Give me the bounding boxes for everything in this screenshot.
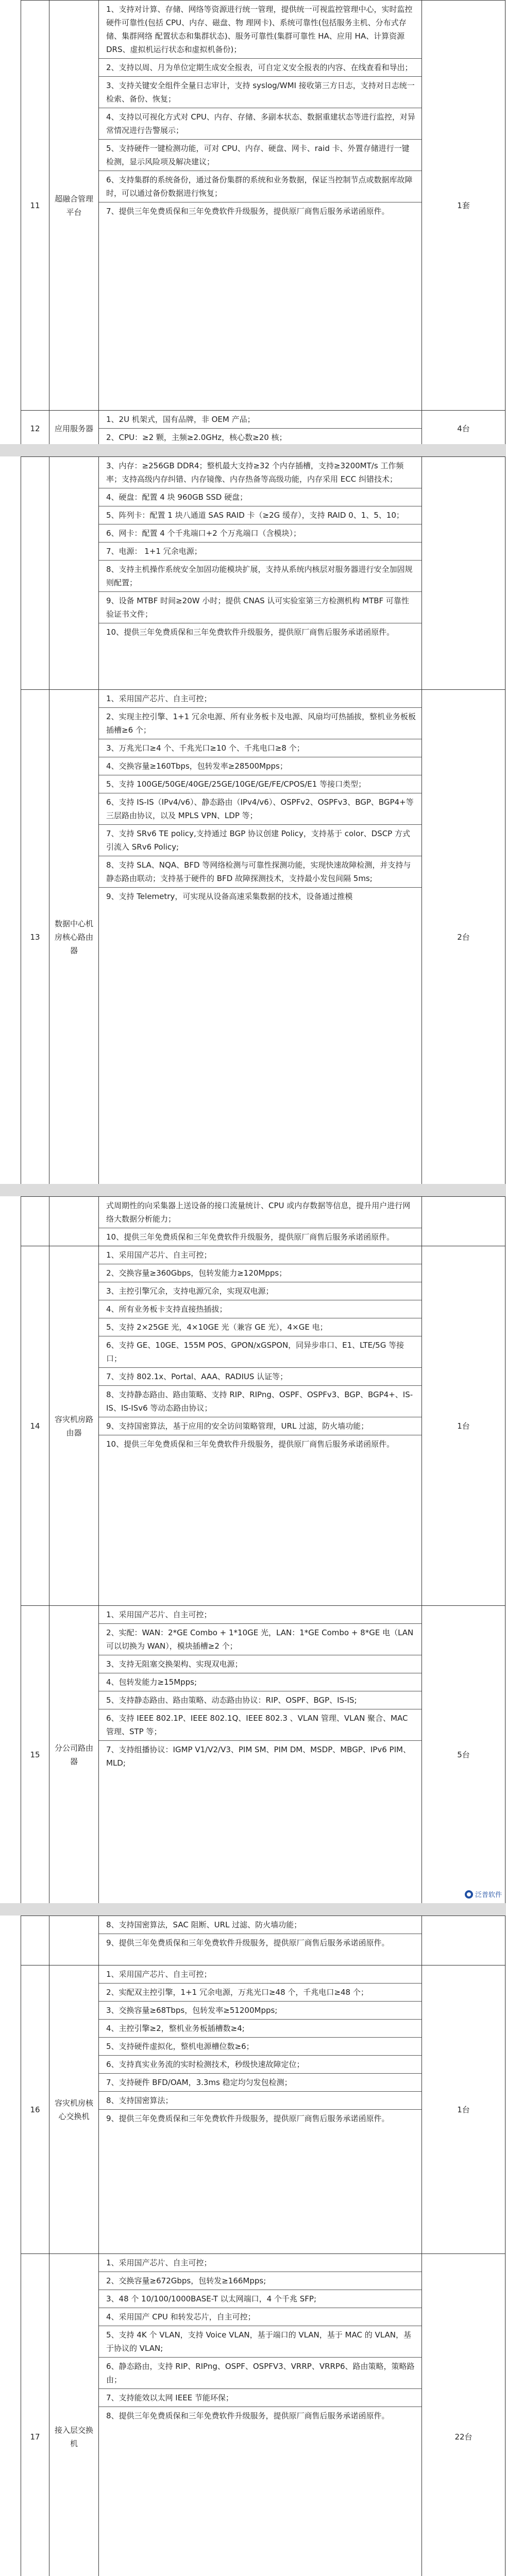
spec-item: 3、支持无阻塞交换架构、实现双电源； [99,1655,421,1673]
spec-item: 5、支持 100GE/50GE/40GE/25GE/10GE/GE/FE/CPOS/E1 等接口类型； [99,775,421,793]
product-name: 分公司路由器 [54,1743,93,1766]
page-2 [0,456,506,1183]
spec-item: 8、支持国密算法； [99,2091,421,2109]
spec-item: 6、支持真实业务流的实时检测技术，秒级快速故障定位； [99,2055,421,2073]
spec-item: 3、内存：≥256GB DDR4；整机最大支持≥32 个内存插槽，支持≥3200MT/s 工作频率；支持高级内存纠错、内存镜像、内存热备等高级功能，内存采用 ECC 纠错技术； [106,461,404,484]
spec-item: 4、所有业务板卡支持直接热插拔； [99,1300,421,1318]
spec-details [99,1916,422,1965]
spec-item: 3、主控引擎冗余，支持电源冗余，实现双电源； [99,1282,421,1300]
spec-table-2 [21,456,505,1184]
spec-item: 7、支持 SRv6 TE policy,支持通过 BGP 协议创建 Policy，支持基于 color、DSCP 方式引流入 SRv6 Policy; [99,824,421,856]
product-name: 容灾机房路由器 [54,1414,93,1437]
spec-item: 8、支持静态路由、路由策略、支持 RIP、RIPng、OSPF、OSPFv3、BGP、BGP4+、IS-IS、IS-ISv6 等动态路由协议； [99,1385,421,1417]
row-number: 15 [21,1606,49,1904]
spec-item: 6、支持 IEEE 802.1P、IEEE 802.1Q、IEEE 802.3 、VLAN 管理、VLAN 聚合、MAC 管理、STP 等； [99,1709,421,1740]
spec-details [99,1965,422,2254]
spec-item: 4、硬盘：配置 4 块 960GB SSD 硬盘； [99,488,421,506]
quantity: 2台 [422,690,505,1184]
spec-item: 7、支持 802.1x、Portal、AAA、RADIUS 认证等； [99,1367,421,1385]
spec-item: 7、支持组播协议：IGMP V1/V2/V3、PIM SM、PIM DM、MSDP、MBGP、IPv6 PIM、MLD; [99,1740,421,1772]
page-3 [0,1196,506,1902]
spec-details [99,1197,422,1246]
spec-item: 2、实配：WAN：2*GE Combo + 1*10GE 光，LAN：1*GE Combo + 8*GE 电（LAN 可以切换为 WAN），模块插槽≥2 个； [99,1623,421,1655]
row-number: 14 [21,1246,49,1606]
row-number: 12 [21,411,49,447]
spec-table-1 [21,0,505,447]
product-name: 接入层交换机 [54,2425,93,2448]
spec-item: 7、支持硬件 BFD/OAM，3.3ms 稳定均匀发包检测； [99,2073,421,2091]
watermark-logo: 泛普软件 [465,1889,502,1899]
spec-details [99,2254,422,2576]
spec-item: 1、采用国产芯片、自主可控； [106,2258,212,2267]
spec-item: 1、采用国产芯片、自主可控； [106,1250,212,1260]
table-row [21,2254,505,2576]
spec-item: 2、实配双主控引擎，1+1 冗余电源，万兆光口≥48 个，千兆电口≥48 个； [99,1983,421,2001]
spec-item: 4、支持以可视化方式对 CPU、内存、存储、多副本状态、数据重建状态等进行监控，对异常情况进行告警展示； [99,108,421,139]
spec-item: 10、提供三年免费质保和三年免费软件升级服务，提供原厂商售后服务承诺函原件。 [99,1435,421,1453]
spec-item: 式周期性的向采集器上送设备的接口流量统计、CPU 或内存数据等信息，提升用户进行网络大数据分析能力； [106,1201,411,1224]
spec-item: 2、CPU：≥2 颗，主频≥2.0GHz，核心数≥20 核； [99,428,421,446]
spec-item: 1、支持对计算、存储、网络等资源进行统一管理，提供统一可视监控管理中心，实时监控硬件可靠性(包括 CPU、内存、磁盘、物 理网卡)、系统可靠性(包括服务主机、分布式存储、集群网络 配置状态和集群状态)、服务可靠性(集群可靠性 HA、应用 HA、计算资源 DRS、虚拟机运行状态和虚拟机备份)； [106,5,413,54]
spec-item: 3、支持关键安全组件全量日志审计，支持 syslog/WMI 接收第三方日志，支持对日志统一检索、备份、恢复； [99,76,421,108]
spec-item: 5、支持硬件一键检测功能，可对 CPU、内存、硬盘、网卡、raid 卡、外置存储进行一键检测，显示风险项及解决建议； [99,139,421,171]
table-row [21,411,505,447]
spec-item: 5、阵列卡：配置 1 块八通道 SAS RAID 卡（≥2G 缓存），支持 RAID 0、1、5、10； [99,506,421,524]
table-row [21,690,505,1184]
quantity: 1台 [422,1965,505,2254]
spec-item: 5、支持 4K 个 VLAN，支持 Voice VLAN，基于端口的 VLAN，基于 MAC 的 VLAN，基于协议的 VLAN; [99,2326,421,2357]
table-row [21,457,505,690]
spec-item: 4、采用国产 CPU 和转发芯片，自主可控； [99,2308,421,2326]
spec-table-4 [21,1916,505,2576]
spec-item: 3、48 个 10/100/1000BASE-T 以太网端口，4 个千兆 SFP; [99,2290,421,2308]
page-gap [0,1184,506,1196]
table-row [21,1197,505,1246]
spec-details [99,1,422,411]
spec-details [99,1246,422,1606]
table-row [21,1246,505,1606]
spec-item: 6、支持 IS-IS（IPv4/v6）、静态路由（IPv4/v6）、OSPFv2、OSPFv3、BGP、BGP4+等三层路由协议，以及 MPLS VPN、LDP 等； [99,793,421,824]
spec-item: 5、支持硬件虚拟化，整机电源槽位数≥6； [99,2037,421,2055]
row-number: 16 [21,1965,49,2254]
spec-item: 9、提供三年免费质保和三年免费软件升级服务，提供原厂商售后服务承诺函原件。 [99,1934,421,1952]
spec-item: 1、采用国产芯片、自主可控； [106,1610,212,1619]
spec-item: 6、支持集群的系统备份，通过备份集群的系统和业务数据，保证当控制节点或数据库故障时，可以通过备份数据进行恢复； [99,171,421,202]
spec-item: 7、支持能效以太网 IEEE 节能环保； [99,2388,421,2406]
table-row [21,1,505,411]
table-row [21,1916,505,1965]
spec-item: 5、支持静态路由、路由策略、动态路由协议：RIP、OSPF、BGP、IS-IS; [99,1691,421,1709]
spec-table-3 [21,1196,505,1904]
spec-details [99,411,422,447]
spec-item: 3、交换容量≥68Tbps，包转发率≥51200Mpps; [99,2001,421,2019]
quantity: 5台 [422,1606,505,1904]
product-name: 数据中心机房核心路由器 [54,919,93,955]
spec-item: 4、包转发能力≥15Mpps; [99,1673,421,1691]
page-gap [0,444,506,456]
spec-item: 9、支持 Telemetry，可实现从设备高速采集数据的技术，设备通过推模 [99,887,421,905]
spec-item: 8、支持国密算法，SAC 阻断、URL 过滤、防火墙功能； [106,1920,302,1929]
spec-item: 10、提供三年免费质保和三年免费软件升级服务，提供原厂商售后服务承诺函原件。 [99,623,421,641]
spec-item: 8、支持主机操作系统安全加固功能模块扩展，支持从系统内核层对服务器进行安全加固规则配置； [99,560,421,591]
row-number: 17 [21,2254,49,2576]
logo-icon [465,1890,473,1899]
spec-item: 10、提供三年免费质保和三年免费软件升级服务，提供原厂商售后服务承诺函原件。 [99,1228,421,1246]
spec-item: 4、交换容量≥160Tbps，包转发率≥28500Mpps； [99,757,421,775]
quantity: 4台 [422,411,505,447]
spec-item: 9、提供三年免费质保和三年免费软件升级服务，提供原厂商售后服务承诺函原件。 [99,2109,421,2127]
table-row [21,1606,505,1904]
spec-item: 9、支持国密算法，基于应用的安全访问策略管理，URL 过滤，防火墙功能； [99,1417,421,1435]
row-number: 11 [21,1,49,411]
spec-item: 6、网卡：配置 4 个千兆端口+2 个万兆端口（含模块）； [99,524,421,542]
spec-item: 1、采用国产芯片、自主可控； [106,694,212,703]
spec-details [99,457,422,690]
spec-item: 7、提供三年免费质保和三年免费软件升级服务，提供原厂商售后服务承诺函原件。 [99,202,421,220]
product-name: 应用服务器 [54,423,93,433]
spec-item: 2、实现主控引擎、1+1 冗余电源、所有业务板卡及电源、风扇均可热插拔，整机业务板板插槽≥6 个； [99,707,421,739]
spec-item: 4、主控引擎≥2，整机业务板插槽数≥4; [99,2019,421,2037]
spec-item: 5、支持 2×25GE 光，4×10GE 光（兼容 GE 光），4×GE 电； [99,1318,421,1336]
spec-item: 9、设备 MTBF 时间≥20W 小时；提供 CNAS 认可实验室第三方检测机构 MTBF 可靠性验证书文件； [99,591,421,623]
spec-item: 2、交换容量≥360Gbps，包转发能力≥120Mpps； [99,1264,421,1282]
product-name: 容灾机房核心交换机 [54,2098,93,2121]
quantity: 22台 [422,2254,505,2576]
spec-item: 2、交换容量≥672Gbps，包转发≥166Mpps; [99,2272,421,2290]
spec-details [99,1606,422,1904]
spec-item: 8、提供三年免费质保和三年免费软件升级服务，提供原厂商售后服务承诺函原件。 [99,2406,421,2425]
spec-details [99,690,422,1184]
spec-item: 1、2U 机架式，国有品牌，非 OEM 产品； [106,415,255,424]
spec-item: 8、支持 SLA、NQA、BFD 等网络检测与可靠性探测功能，实现快速故障检测，并支持与静态路由联动；支持基于硬件的 BFD 故障探测技术，支持最小发包间隔 5ms; [99,856,421,887]
quantity: 1台 [422,1246,505,1606]
spec-item: 7、电源： 1+1 冗余电源； [99,542,421,560]
spec-item: 1、采用国产芯片、自主可控； [106,1970,212,1979]
page-gap [0,1903,506,1916]
quantity: 1套 [422,1,505,411]
page-4 [0,1916,506,2576]
spec-item: 6、支持 GE、10GE、155M POS、GPON/xGSPON，同异步串口、E1、LTE/5G 等接口； [99,1336,421,1367]
spec-item: 2、支持以周、月为单位定期生成安全报表，可自定义安全报表的内容、在线查看和导出； [99,58,421,76]
spec-item: 6、静态路由，支持 RIP、RIPng、OSPF、OSPFV3、VRRP、VRRP6、路由策略，策略路由； [99,2357,421,2388]
spec-item: 3、万兆光口≥4 个、千兆光口≥10 个、千兆电口≥8 个； [99,739,421,757]
row-number: 13 [21,690,49,1184]
table-row [21,1965,505,2254]
product-name: 超融合管理平台 [54,194,93,217]
